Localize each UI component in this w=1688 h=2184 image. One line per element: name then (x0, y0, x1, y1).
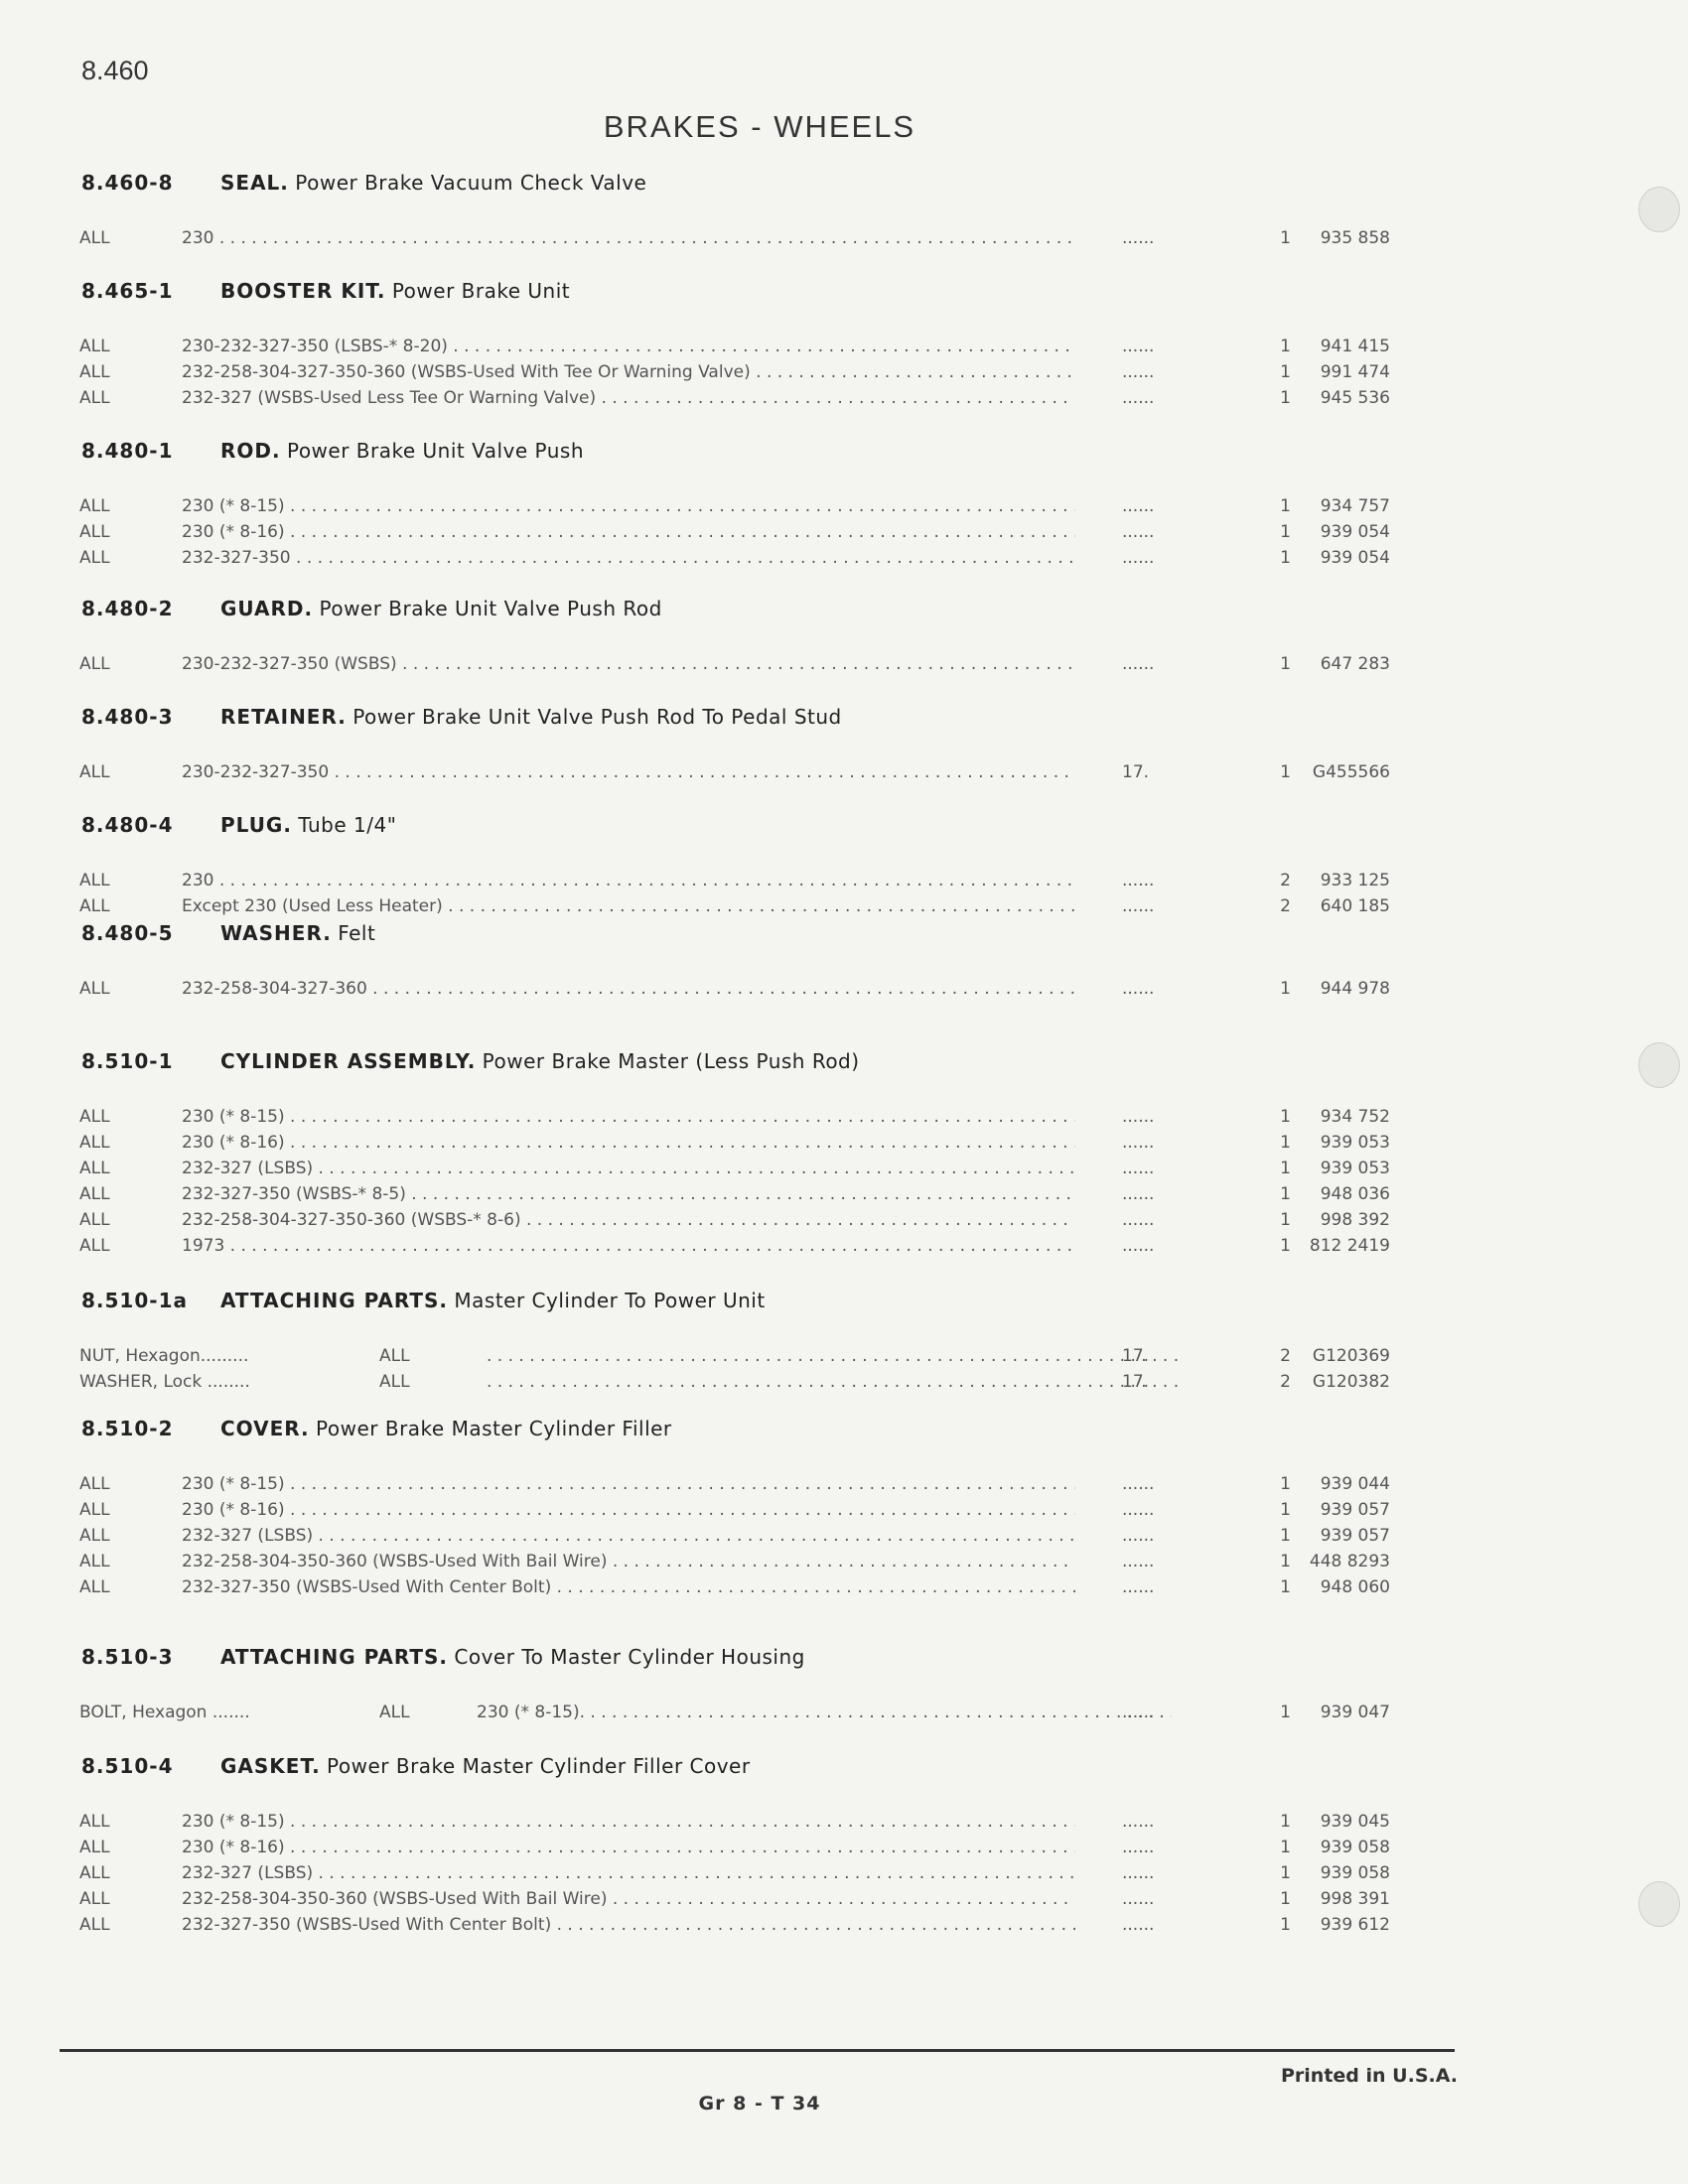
section-header (81, 813, 396, 837)
row-model: ALL (79, 1863, 110, 1883)
binder-hole-middle (1638, 1042, 1680, 1088)
table-row (0, 1863, 1688, 1889)
row-part-number: 935 858 (1320, 228, 1390, 248)
section-number: 8.480-1 (81, 439, 174, 463)
row-model: ALL (379, 1372, 410, 1392)
row-part-number: 934 757 (1320, 496, 1390, 516)
section-header (81, 1049, 860, 1073)
row-description: 232-258-304-327-350-360 (WSBS-* 8-6) . . . (182, 1210, 1075, 1230)
row-model: ALL (79, 337, 110, 356)
section-description: Tube 1/4" (298, 813, 397, 837)
row-model: ALL (79, 1526, 110, 1546)
attach-part-name: WASHER, Lock ........ (79, 1372, 250, 1392)
row-part-number: 945 536 (1320, 388, 1390, 408)
row-part-number: 939 053 (1320, 1133, 1390, 1153)
section-description: Master Cylinder To Power Unit (454, 1289, 766, 1312)
row-group: ...... (1122, 1812, 1155, 1832)
row-model: ALL (79, 1838, 110, 1857)
row-quantity: 1 (1280, 548, 1291, 568)
table-row (0, 1236, 1688, 1262)
row-quantity: 1 (1280, 1577, 1291, 1597)
row-part-number: 939 045 (1320, 1812, 1390, 1832)
section-header (81, 1645, 805, 1669)
row-description: 1973 . . . (182, 1236, 1075, 1256)
row-group: ...... (1122, 1107, 1155, 1127)
row-group: ...... (1122, 1210, 1155, 1230)
row-quantity: 1 (1280, 1210, 1291, 1230)
section-name: ROD. (220, 439, 281, 463)
row-description: Except 230 (Used Less Heater) . . . (182, 896, 1075, 916)
row-group: ...... (1122, 1889, 1155, 1909)
page-number: 8.460 (81, 56, 149, 85)
row-description (487, 1372, 1182, 1392)
section-header (81, 439, 584, 463)
row-model: ALL (79, 1184, 110, 1204)
row-group: ...... (1122, 496, 1155, 516)
row-group: ...... (1122, 1236, 1155, 1256)
row-description: 232-258-304-327-360 . . . (182, 979, 1075, 999)
row-part-number: 647 283 (1320, 654, 1390, 674)
row-model: ALL (79, 548, 110, 568)
table-row (0, 522, 1688, 548)
row-part-number: 939 044 (1320, 1474, 1390, 1494)
row-model: ALL (79, 1133, 110, 1153)
row-group: ...... (1122, 548, 1155, 568)
table-row (0, 388, 1688, 414)
row-group: ...... (1122, 1552, 1155, 1571)
row-description: 232-327-350 (WSBS-Used With Center Bolt) . . . (182, 1577, 1075, 1597)
table-row (0, 496, 1688, 522)
section-header (81, 705, 842, 729)
row-part-number: 939 053 (1320, 1159, 1390, 1178)
row-quantity: 1 (1280, 522, 1291, 542)
row-part-number: 939 057 (1320, 1526, 1390, 1546)
row-model: ALL (379, 1703, 410, 1722)
row-model: ALL (79, 979, 110, 999)
row-part-number: 812 2419 (1309, 1236, 1390, 1256)
row-model: ALL (79, 522, 110, 542)
row-quantity: 1 (1280, 1107, 1291, 1127)
row-quantity: 1 (1280, 1159, 1291, 1178)
row-group: ...... (1122, 1500, 1155, 1520)
row-description: 232-258-304-350-360 (WSBS-Used With Bail Wire) . . . (182, 1889, 1075, 1909)
section-number: 8.480-2 (81, 597, 174, 620)
row-part-number: 998 391 (1320, 1889, 1390, 1909)
section-name: WASHER. (220, 921, 332, 945)
section-description: Power Brake Unit Valve Push (286, 439, 585, 463)
row-model: ALL (79, 1210, 110, 1230)
row-description: 230 . . . (182, 871, 1075, 890)
table-row (0, 1915, 1688, 1941)
section-name: RETAINER. (220, 705, 347, 729)
table-row (0, 762, 1688, 788)
row-model: ALL (79, 388, 110, 408)
row-model: ALL (79, 871, 110, 890)
section-description: Power Brake Master Cylinder Filler Cover (327, 1754, 751, 1778)
row-description: 232-327 (WSBS-Used Less Tee Or Warning Valve) . . . (182, 388, 1075, 408)
table-row (0, 654, 1688, 680)
section-number: 8.510-3 (81, 1645, 174, 1669)
row-quantity: 1 (1280, 979, 1291, 999)
attaching-part-row (0, 1346, 1688, 1372)
row-description: 230-232-327-350 (WSBS) . . . (182, 654, 1075, 674)
section-number: 8.465-1 (81, 279, 174, 303)
row-description: 232-327 (LSBS) . . . (182, 1159, 1075, 1178)
table-row (0, 1500, 1688, 1526)
row-quantity: 1 (1280, 1838, 1291, 1857)
row-quantity: 1 (1280, 1236, 1291, 1256)
row-part-number: 939 057 (1320, 1500, 1390, 1520)
row-group: ...... (1122, 1159, 1155, 1178)
binder-hole-top (1638, 187, 1680, 232)
printed-in-usa: Printed in U.S.A. (1281, 2065, 1458, 2087)
row-group: ...... (1122, 337, 1155, 356)
row-part-number: 448 8293 (1309, 1552, 1390, 1571)
section-description: Power Brake Master Cylinder Filler (316, 1417, 672, 1440)
table-row (0, 979, 1688, 1005)
row-part-number: 939 047 (1320, 1703, 1390, 1722)
section-number: 8.510-4 (81, 1754, 174, 1778)
section-header (81, 597, 662, 620)
row-description: 232-327 (LSBS) . . . (182, 1863, 1075, 1883)
row-group: ...... (1122, 1838, 1155, 1857)
row-part-number: 640 185 (1320, 896, 1390, 916)
section-description: Felt (338, 921, 376, 945)
table-row (0, 1184, 1688, 1210)
page-title: BRAKES - WHEELS (603, 109, 916, 144)
section-name: GASKET. (220, 1754, 321, 1778)
section-name: BOOSTER KIT. (220, 279, 386, 303)
row-quantity: 1 (1280, 1552, 1291, 1571)
table-row (0, 1526, 1688, 1552)
row-description: 230 (* 8-15) . . . (182, 496, 1075, 516)
row-quantity: 2 (1280, 1372, 1291, 1392)
row-quantity: 1 (1280, 1184, 1291, 1204)
row-part-number: 939 054 (1320, 548, 1390, 568)
row-group: ...... (1122, 1703, 1155, 1722)
table-row (0, 1812, 1688, 1838)
row-description: 230 (* 8-15) . . . (182, 1474, 1075, 1494)
row-part-number: 941 415 (1320, 337, 1390, 356)
row-description: 232-327-350 (WSBS-Used With Center Bolt) . . . (182, 1915, 1075, 1935)
row-part-number: 939 612 (1320, 1915, 1390, 1935)
row-model: ALL (79, 1552, 110, 1571)
section-name: ATTACHING PARTS. (220, 1289, 449, 1312)
table-row (0, 1577, 1688, 1603)
section-name: SEAL. (220, 171, 289, 195)
row-model: ALL (79, 896, 110, 916)
row-group: ...... (1122, 362, 1155, 382)
row-part-number: 944 978 (1320, 979, 1390, 999)
row-group: ...... (1122, 522, 1155, 542)
row-part-number: G120369 (1312, 1346, 1390, 1366)
row-model: ALL (79, 228, 110, 248)
row-group: ...... (1122, 896, 1155, 916)
section-number: 8.480-5 (81, 921, 174, 945)
row-group: ...... (1122, 1133, 1155, 1153)
table-row (0, 896, 1688, 922)
row-quantity: 1 (1280, 1474, 1291, 1494)
section-header (81, 171, 646, 195)
row-quantity: 2 (1280, 896, 1291, 916)
row-quantity: 1 (1280, 1915, 1291, 1935)
section-name: COVER. (220, 1417, 310, 1440)
row-description: 230 (* 8-15) . . . (182, 1107, 1075, 1127)
row-model: ALL (79, 1159, 110, 1178)
row-part-number: 939 058 (1320, 1863, 1390, 1883)
row-model: ALL (79, 1915, 110, 1935)
row-part-number: 939 058 (1320, 1838, 1390, 1857)
row-model: ALL (79, 1577, 110, 1597)
row-description: 230 (* 8-15) . . . (182, 1812, 1075, 1832)
row-model: ALL (79, 496, 110, 516)
row-description: 232-258-304-350-360 (WSBS-Used With Bail Wire) . . . (182, 1552, 1075, 1571)
row-quantity: 1 (1280, 1526, 1291, 1546)
row-description: 230 (* 8-15) . . . (477, 1703, 1172, 1722)
row-model: ALL (79, 1500, 110, 1520)
section-header (81, 1289, 766, 1312)
row-model: ALL (79, 1107, 110, 1127)
section-description: Power Brake Unit Valve Push Rod To Pedal Stud (352, 705, 842, 729)
row-group: ...... (1122, 1577, 1155, 1597)
row-description: 230 . . . (182, 228, 1075, 248)
section-name: CYLINDER ASSEMBLY. (220, 1049, 477, 1073)
section-number: 8.510-1a (81, 1289, 188, 1312)
row-quantity: 1 (1280, 762, 1291, 782)
table-row (0, 1889, 1688, 1915)
row-model: ALL (79, 1812, 110, 1832)
attaching-part-row (0, 1703, 1688, 1728)
row-group: ...... (1122, 228, 1155, 248)
row-quantity: 1 (1280, 388, 1291, 408)
row-part-number: G120382 (1312, 1372, 1390, 1392)
table-row (0, 1474, 1688, 1500)
row-description: 230 (* 8-16) . . . (182, 1133, 1075, 1153)
section-header (81, 921, 375, 945)
row-model: ALL (379, 1346, 410, 1366)
table-row (0, 362, 1688, 388)
row-description: 230 (* 8-16) . . . (182, 1500, 1075, 1520)
section-description: Power Brake Unit Valve Push Rod (319, 597, 662, 620)
row-quantity: 1 (1280, 1500, 1291, 1520)
attach-part-name: BOLT, Hexagon ....... (79, 1703, 250, 1722)
table-row (0, 337, 1688, 362)
row-quantity: 1 (1280, 1889, 1291, 1909)
section-number: 8.510-2 (81, 1417, 174, 1440)
row-group: ...... (1122, 1184, 1155, 1204)
row-quantity: 1 (1280, 362, 1291, 382)
footer-page-code: Gr 8 - T 34 (698, 2093, 821, 2115)
row-model: ALL (79, 1474, 110, 1494)
row-model: ALL (79, 1236, 110, 1256)
section-header (81, 1417, 672, 1440)
row-description: 230-232-327-350 (LSBS-* 8-20) . . . (182, 337, 1075, 356)
row-group: 17. (1122, 1346, 1150, 1366)
section-header (81, 279, 570, 303)
row-group: ...... (1122, 654, 1155, 674)
table-row (0, 548, 1688, 574)
row-description: 232-327-350 . . . (182, 548, 1075, 568)
section-number: 8.480-4 (81, 813, 174, 837)
row-description: 232-258-304-327-350-360 (WSBS-Used With Tee Or Warning Valve) . . . (182, 362, 1075, 382)
row-quantity: 1 (1280, 1863, 1291, 1883)
row-quantity: 1 (1280, 1812, 1291, 1832)
row-part-number: 948 036 (1320, 1184, 1390, 1204)
row-quantity: 1 (1280, 496, 1291, 516)
row-part-number: G455566 (1312, 762, 1390, 782)
row-part-number: 933 125 (1320, 871, 1390, 890)
row-quantity: 1 (1280, 654, 1291, 674)
table-row (0, 1107, 1688, 1133)
row-description: 232-327-350 (WSBS-* 8-5) . . . (182, 1184, 1075, 1204)
row-part-number: 939 054 (1320, 522, 1390, 542)
row-description (487, 1346, 1182, 1366)
row-quantity: 2 (1280, 1346, 1291, 1366)
row-quantity: 2 (1280, 871, 1291, 890)
row-quantity: 1 (1280, 1133, 1291, 1153)
row-quantity: 1 (1280, 1703, 1291, 1722)
row-part-number: 934 752 (1320, 1107, 1390, 1127)
section-number: 8.460-8 (81, 171, 174, 195)
row-group: 17. (1122, 1372, 1150, 1392)
row-group: ...... (1122, 1526, 1155, 1546)
row-model: ALL (79, 362, 110, 382)
table-row (0, 228, 1688, 254)
footer-rule (60, 2049, 1455, 2052)
row-group: ...... (1122, 871, 1155, 890)
section-description: Power Brake Master (Less Push Rod) (482, 1049, 860, 1073)
row-model: ALL (79, 654, 110, 674)
section-description: Cover To Master Cylinder Housing (454, 1645, 805, 1669)
row-description: 230 (* 8-16) . . . (182, 522, 1075, 542)
section-number: 8.480-3 (81, 705, 174, 729)
table-row (0, 1838, 1688, 1863)
section-header (81, 1754, 751, 1778)
row-model: ALL (79, 1889, 110, 1909)
section-description: Power Brake Vacuum Check Valve (295, 171, 647, 195)
table-row (0, 871, 1688, 896)
section-description: Power Brake Unit (391, 279, 571, 303)
section-name: ATTACHING PARTS. (220, 1645, 449, 1669)
row-model: ALL (79, 762, 110, 782)
table-row (0, 1159, 1688, 1184)
row-group: ...... (1122, 1915, 1155, 1935)
row-group: 17. (1122, 762, 1150, 782)
row-quantity: 1 (1280, 228, 1291, 248)
row-part-number: 991 474 (1320, 362, 1390, 382)
table-row (0, 1552, 1688, 1577)
row-part-number: 998 392 (1320, 1210, 1390, 1230)
section-name: GUARD. (220, 597, 314, 620)
row-group: ...... (1122, 388, 1155, 408)
row-group: ...... (1122, 979, 1155, 999)
row-group: ...... (1122, 1863, 1155, 1883)
attach-part-name: NUT, Hexagon......... (79, 1346, 249, 1366)
row-description: 232-327 (LSBS) . . . (182, 1526, 1075, 1546)
table-row (0, 1133, 1688, 1159)
row-description: 230-232-327-350 . . . (182, 762, 1075, 782)
row-description: 230 (* 8-16) . . . (182, 1838, 1075, 1857)
attaching-part-row (0, 1372, 1688, 1398)
section-name: PLUG. (220, 813, 292, 837)
row-group: ...... (1122, 1474, 1155, 1494)
row-quantity: 1 (1280, 337, 1291, 356)
section-number: 8.510-1 (81, 1049, 174, 1073)
table-row (0, 1210, 1688, 1236)
row-part-number: 948 060 (1320, 1577, 1390, 1597)
